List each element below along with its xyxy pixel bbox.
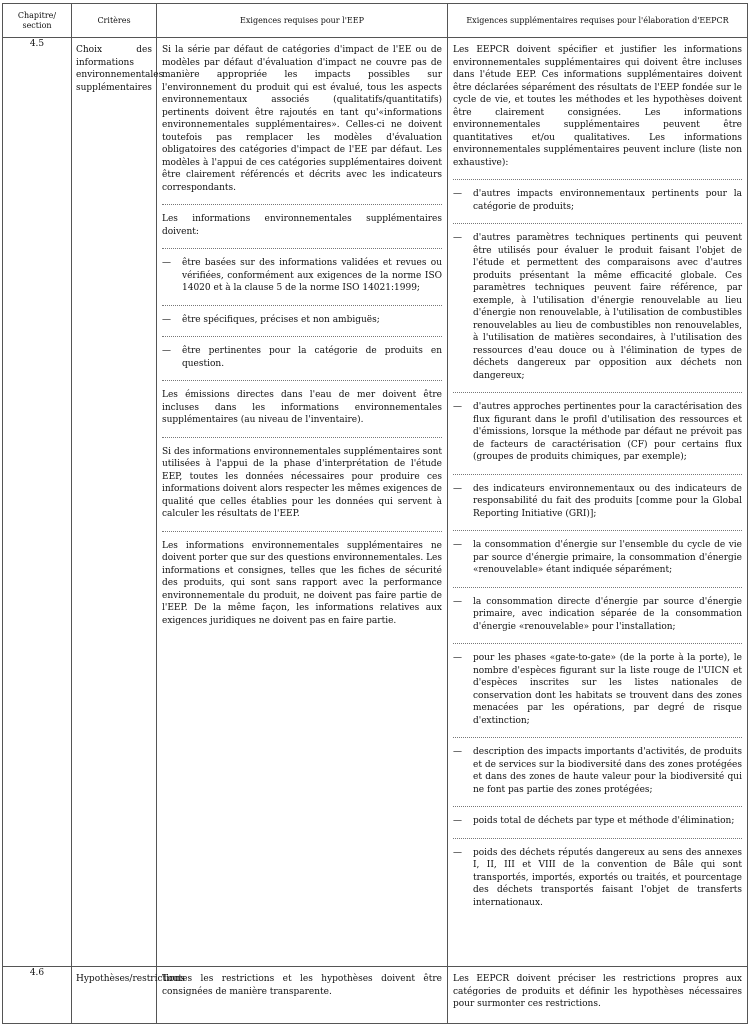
eep-paragraph: Si des informations environnementales supplémentaires sont utilisées à l'appui de la phase d'interprétation de l'étude EEP, toutes les données nécessaires pour produire ces informations doivent alors respecter les mêmes exigences de qualité que celles établies pour les données qui servent à calculer les résultats de l'EEP. [162,446,442,519]
list-item: — être spécifiques, précises et non ambiguës; [162,314,442,327]
list-item: — poids des déchets réputés dangereux au sens des annexes I, II, III et VIII de la convention de Bâle qui sont transportés, importés, exportés ou traités, et pourcentage des déchets transportés faisant l'objet de transferts internationaux. [453,847,742,910]
list-item: — être pertinentes pour la catégorie de produits en question. [162,345,442,370]
eep-paragraph: Toutes les restrictions et les hypothèses doivent être consignées de manière transparente. [162,974,442,997]
eepcr-paragraph: Les EEPCR doivent spécifier et justifier les informations environnementales supplémentaires qui doivent être incluses dans l'étude EEP. Ces informations supplémentaires doivent être déclarées séparément des résultats de l'EEP fondée sur le cycle de vie, et toutes les méthodes et les hypothèses doivent être clairement consignées. Les informations environnementales supplémentaires peuvent être quantitatives et/ou qualitatives. Les informations environnementales supplémentaires peuvent inclure (liste non exhaustive): [453,45,742,168]
list-item: — d'autres approches pertinentes pour la caractérisation des flux figurant dans le profil d'utilisation des ressources et d'émissions, lorsque la méthode par défaut ne prévoit pas de facteurs de caractérisation (CF) pour certains flux (groupes de produits chimiques, par exemple); [453,401,742,464]
table-row [3,38,748,967]
criteria-cell [72,38,164,967]
list-item: — poids total de déchets par type et méthode d'élimination; [453,815,742,828]
chapter-cell: 4.5 [3,38,72,967]
table-row [3,967,748,1024]
eep-paragraph: Les émissions directes dans l'eau de mer doivent être incluses dans les informations environnementales supplémentaires (au niveau de l'inventaire). [162,390,442,425]
criteria-cell [72,967,185,1024]
eep-list [162,257,442,370]
list-item: — la consommation d'énergie sur l'ensemble du cycle de vie par source d'énergie primaire, la consommation d'énergie «renouvelable» étant indiquée séparément; [453,539,742,577]
header-eep: Exigences requises pour l'EEP [157,4,448,38]
eep-paragraph: Si la série par défaut de catégories d'impact de l'EE ou de modèles par défaut d'évaluation d'impact ne couvre pas de manière appropriée les impacts possibles sur l'environnement du produit qui est évalué, tous les aspects environnementaux associés (qualitatifs/quantitatifs) pertinents doivent être rajoutés en tant qu'«informations environnementales supplémentaires». Celles-ci ne doivent toutefois pas remplacer les modèles d'évaluation obligatoires des catégories d'impact de l'EE par défaut. Les modèles à l'appui de ces catégories supplémentaires doivent être clairement référencés et décrits avec les indicateurs correspondants. [162,45,442,193]
list-item: — d'autres paramètres techniques pertinents qui peuvent être utilisés pour évaluer le produit faisant l'objet de l'étude et permettent des comparaisons avec d'autres produits présentant la même efficacité globale. Ces paramètres techniques peuvent faire référence, par exemple, à l'utilisation d'énergie renouvelable au lieu d'énergie non renouvelable, à l'utilisation de combustibles renouvelables au lieu de combustibles non renouvelables, à l'utilisation de matières secondaires, à l'utilisation des ressources d'eau douce ou à l'élimination de types de déchets dangereux par opposition aux déchets non dangereux; [453,232,742,382]
header-eepcr: Exigences supplémentaires requises pour l'élaboration d'EEPCR [448,4,748,38]
eep-cell [157,967,448,1024]
header-row [3,4,748,38]
eep-cell [157,38,448,967]
eepcr-list [453,188,742,909]
header-criteria: Critères [72,4,157,38]
header-chapter: Chapitre/ section [3,4,72,38]
criteria-text: Hypothèses/restrictions [76,974,185,984]
criteria-text: Choix des informations environnementales supplémentaires [76,45,164,93]
list-item: — pour les phases «gate-to-gate» (de la porte à la porte), le nombre d'espèces figurant sur la liste rouge de l'UICN et d'espèces inscrites sur les listes nationales de conservation dont les habitats se trouvent dans des zones menacées par les opérations, par degré de risque d'extinction; [453,652,742,727]
list-item: — description des impacts importants d'activités, de produits et de services sur la biodiversité dans des zones protégées et dans des zones de haute valeur pour la biodiversité qui ne font pas partie des zones protégées; [453,746,742,796]
eepcr-paragraph: Les EEPCR doivent préciser les restrictions propres aux catégories de produits et définir les hypothèses nécessaires pour surmonter ces restrictions. [453,974,742,1009]
list-item: — la consommation directe d'énergie par source d'énergie primaire, avec indication séparée de la consommation d'énergie «renouvelable» pour l'installation; [453,596,742,634]
eepcr-cell [448,967,748,1024]
list-item: — des indicateurs environnementaux ou des indicateurs de responsabilité du fait des produits [comme pour la Global Reporting Initiative (GRI)]; [453,483,742,521]
eepcr-cell [448,38,748,967]
requirements-table [2,3,748,1024]
eep-paragraph: Les informations environnementales supplémentaires ne doivent porter que sur des questions environnementales. Les informations et consignes, telles que les fiches de sécurité des produits, qui sont sans rapport avec la performance environnementale du produit, ne doivent pas faire partie de l'EEP. De la même façon, les informations relatives aux exigences juridiques ne doivent pas en faire partie. [162,540,442,626]
list-item: — d'autres impacts environnementaux pertinents pour la catégorie de produits; [453,188,742,213]
chapter-cell: 4.6 [3,967,72,1024]
list-item: — être basées sur des informations validées et revues ou vérifiées, conformément aux exigences de la norme ISO 14020 et à la clause 5 de la norme ISO 14021:1999; [162,257,442,295]
eep-paragraph: Les informations environnementales supplémentaires doivent: [162,214,442,237]
